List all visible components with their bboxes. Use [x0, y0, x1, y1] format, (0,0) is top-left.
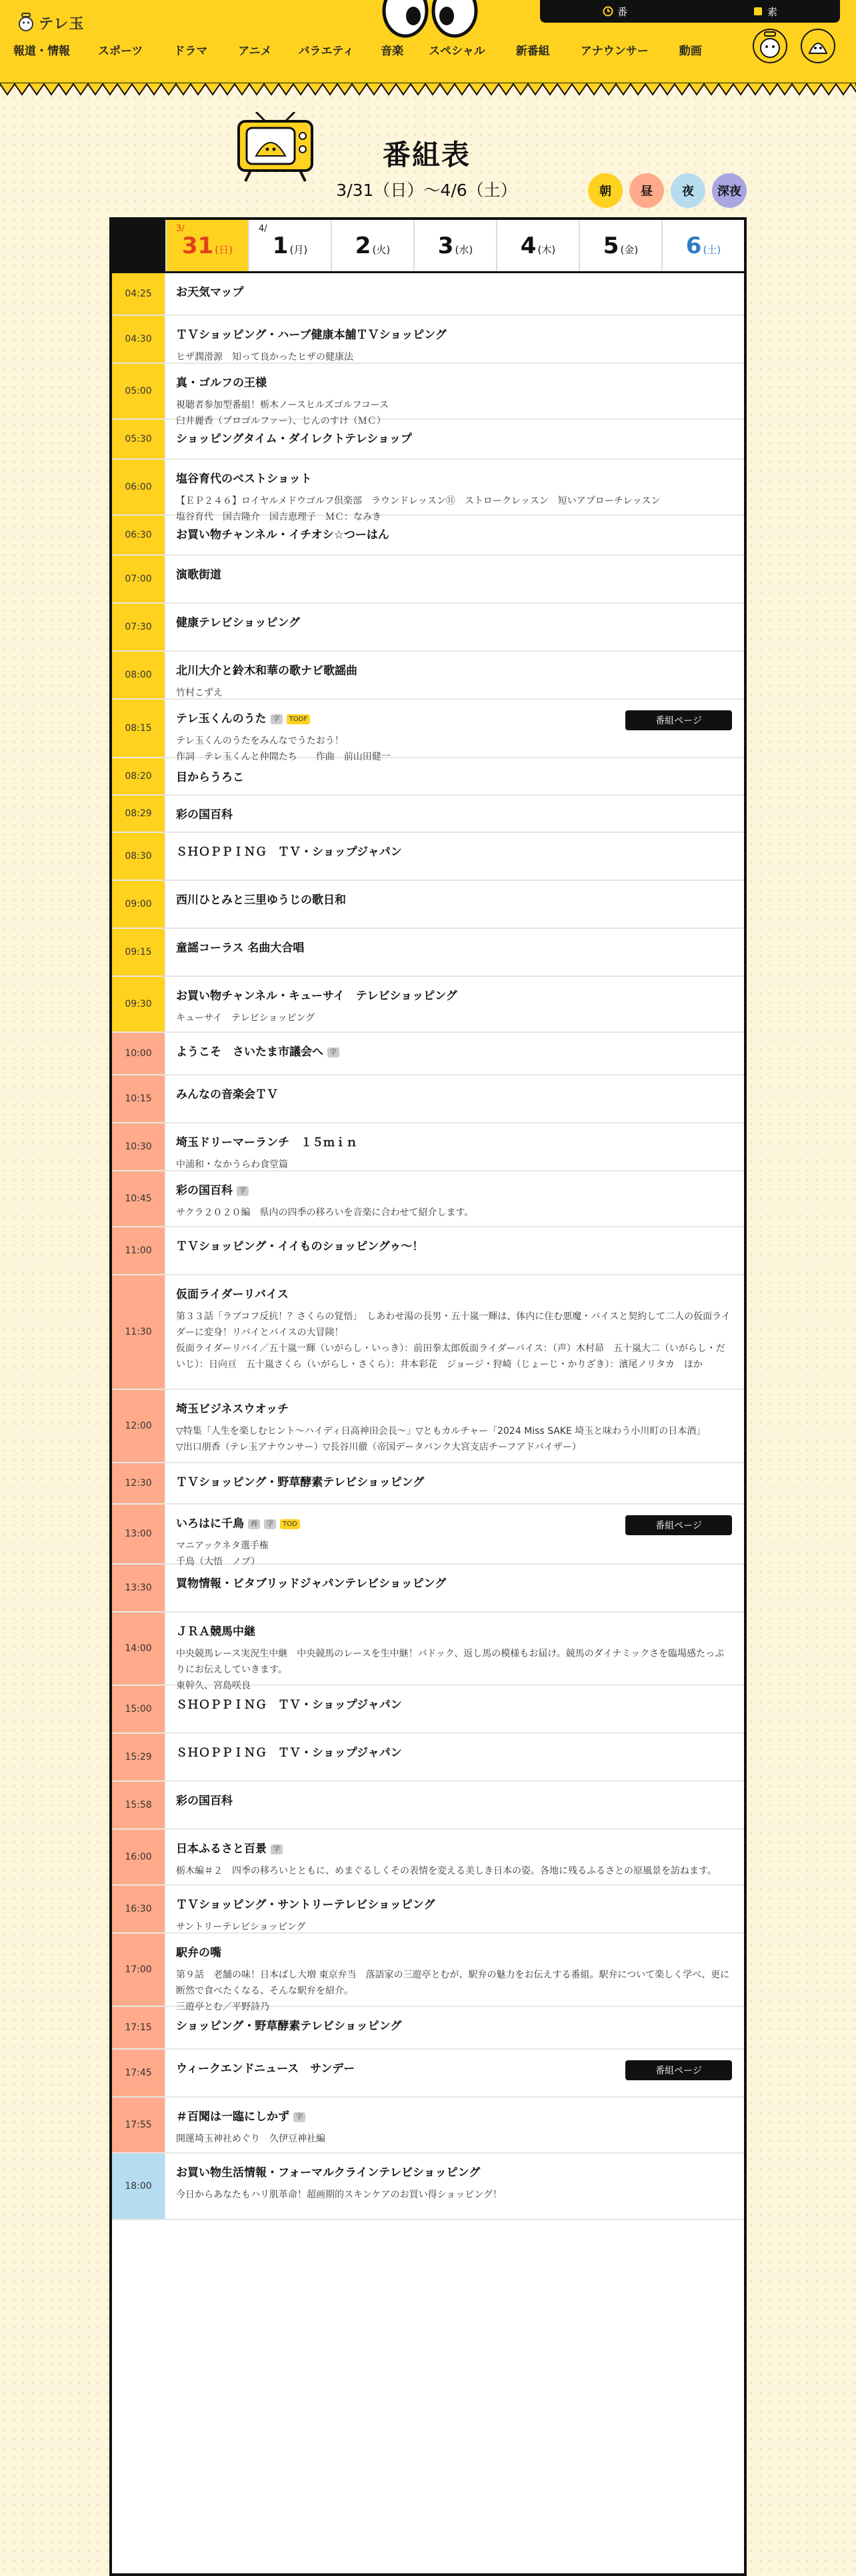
program-title-line	[176, 2019, 732, 2034]
program-row[interactable]	[112, 556, 744, 604]
program-time: 04:30	[112, 316, 165, 362]
program-title[interactable]: ショッピングタイム・ダイレクトテレショップ	[176, 432, 412, 446]
program-time: 08:15	[112, 700, 165, 757]
program-description: サクラ２０２０編 県内の四季の移ろいを音楽に合わせて紹介します。	[176, 1207, 474, 1218]
program-row[interactable]	[112, 1612, 744, 1691]
program-title[interactable]: ＳＨＯＰＰＩＮＧ ＴＶ・ショップジャパン	[176, 1698, 402, 1712]
program-title[interactable]: ＳＨＯＰＰＩＮＧ ＴＶ・ショップジャパン	[176, 846, 402, 859]
program-time: 17:45	[112, 2050, 165, 2096]
tab-corner	[112, 220, 165, 271]
program-cell	[165, 652, 744, 698]
nav-variety[interactable]: バラエティ	[298, 45, 355, 58]
program-title[interactable]: 塩谷育代のベストショット	[176, 472, 312, 486]
jump-late-night-button[interactable]: 深夜	[712, 173, 747, 208]
program-title-line	[176, 1475, 732, 1490]
program-time: 16:00	[112, 1830, 165, 1884]
program-cell	[165, 516, 744, 554]
program-time: 17:15	[112, 2007, 165, 2048]
day-tab-date: 31	[181, 232, 214, 259]
program-cell	[165, 929, 744, 975]
program-row[interactable]	[112, 1033, 744, 1075]
program-title-line	[176, 1287, 732, 1302]
program-title-line	[176, 285, 732, 300]
program-cell	[165, 1171, 744, 1226]
program-row[interactable]	[112, 316, 744, 364]
program-cell	[165, 273, 744, 315]
program-row[interactable]	[112, 1782, 744, 1830]
program-row[interactable]	[112, 977, 744, 1033]
nav-announcers[interactable]: アナウンサー	[580, 45, 649, 58]
program-title[interactable]: ウィークエンドニュース サンデー	[176, 2062, 355, 2076]
program-row[interactable]	[112, 604, 744, 652]
program-cell	[165, 1463, 744, 1503]
program-title[interactable]: 彩の国百科	[176, 1184, 233, 1197]
program-description: 竹村こずえ	[176, 688, 223, 698]
program-title-line	[176, 528, 732, 542]
program-time: 17:55	[112, 2098, 165, 2152]
program-title-line	[176, 1842, 732, 1856]
program-time: 09:30	[112, 977, 165, 1031]
program-time: 16:30	[112, 1886, 165, 1932]
program-cell	[165, 1934, 744, 2012]
program-description: 栃木編＃２ 四季の移ろいとともに、めまぐるしくその表情を変える美しき日本の姿。各地に残るふるさとの原風景を訪ねます。	[176, 1866, 717, 1876]
tele-tama-logo-icon	[17, 13, 35, 33]
program-description: 【ＥＰ２４６】ロイヤルメドウゴルフ倶楽部 ラウンドレッスン⑪ ストロークレッスン 短いアプローチレッスン 塩谷育代 国吉隆介 国吉恵理子 ＭＣ：なみき	[176, 496, 661, 522]
program-description: マニアックネタ選手権 千鳥（大悟 ノブ）	[176, 1541, 269, 1567]
program-row[interactable]	[112, 2098, 744, 2154]
nav-new-programs[interactable]: 新番組	[515, 45, 550, 58]
nav-videos[interactable]: 動画	[679, 45, 702, 58]
program-row[interactable]	[112, 2154, 744, 2220]
program-row[interactable]	[112, 1275, 744, 1390]
program-time: 08:00	[112, 652, 165, 698]
program-title[interactable]: 買物情報・ビタブリッドジャパンテレビショッピング	[176, 1577, 447, 1591]
nav-music[interactable]: 音楽	[381, 45, 404, 58]
program-row[interactable]	[112, 1830, 744, 1886]
day-tabs	[112, 220, 744, 273]
program-row[interactable]	[112, 1886, 744, 1934]
program-time: 10:15	[112, 1075, 165, 1122]
program-title[interactable]: 埼玉ドリーマーランチ １５ｍｉｎ	[176, 1136, 357, 1149]
program-title[interactable]: 北川大介と鈴木和華の歌ナビ歌謡曲	[176, 664, 357, 678]
nav-drama[interactable]: ドラマ	[173, 45, 208, 58]
program-title[interactable]: 彩の国百科	[176, 808, 233, 822]
program-row[interactable]	[112, 516, 744, 556]
schedule-rows	[112, 273, 744, 2220]
program-description: 中浦和・なかうらわ食堂篇	[176, 1159, 288, 1170]
program-row[interactable]	[112, 1934, 744, 2012]
program-title[interactable]: 目からうろこ	[176, 771, 244, 784]
program-cell	[165, 2050, 744, 2096]
program-time: 06:00	[112, 460, 165, 514]
program-badge: 字	[327, 1047, 339, 1057]
program-cell	[165, 1886, 744, 1932]
day-tab[interactable]	[579, 220, 661, 271]
program-description: 今日からあなたもハリ肌革命！超画期的スキンケアのお買い得ショッピング！	[176, 2190, 503, 2200]
program-cell	[165, 1565, 744, 1611]
program-title[interactable]: お買い物チャンネル・イチオシ☆つーはん	[176, 528, 389, 542]
day-tab-weekday: (土)	[703, 244, 721, 256]
program-cell	[165, 364, 744, 426]
program-time: 14:00	[112, 1612, 165, 1684]
program-time: 13:30	[112, 1565, 165, 1611]
program-cell	[165, 1612, 744, 1691]
program-time: 15:00	[112, 1686, 165, 1732]
retro-tv-icon	[236, 112, 315, 183]
program-title-line	[176, 1946, 732, 1960]
program-title-line	[176, 1624, 732, 1639]
program-title[interactable]: 彩の国百科	[176, 1794, 233, 1808]
program-description: テレ玉くんのうたをみんなでうたおう！ 作詞 テレ玉くんと仲間たち 作曲 前山田健一	[176, 736, 391, 762]
program-row[interactable]	[112, 364, 744, 426]
schedule-table	[109, 217, 747, 2576]
program-title[interactable]: 演歌街道	[176, 568, 221, 582]
program-title[interactable]: 健康テレビショッピング	[176, 616, 300, 630]
day-tab-date: 4	[520, 232, 537, 259]
page-title: 番組表	[382, 139, 471, 171]
program-time: 13:00	[112, 1505, 165, 1563]
program-row[interactable]	[112, 1123, 744, 1171]
program-cell	[165, 604, 744, 650]
program-cell	[165, 881, 744, 928]
program-description: サントリーテレビショッピング	[176, 1922, 306, 1932]
program-title[interactable]: テレ玉くんのうた	[176, 712, 267, 726]
day-tab[interactable]	[331, 220, 413, 271]
jump-noon-button[interactable]: 昼	[629, 173, 664, 208]
program-cell	[165, 2154, 744, 2219]
day-tab[interactable]	[413, 220, 496, 271]
top-link-material[interactable]	[753, 5, 777, 19]
main-nav	[13, 41, 733, 61]
program-cell	[165, 316, 744, 362]
program-row[interactable]	[112, 2007, 744, 2050]
program-title-line	[176, 808, 732, 822]
program-row[interactable]	[112, 758, 744, 796]
program-description: 開運埼玉神社めぐり 久伊豆神社編	[176, 2134, 325, 2144]
program-title-line	[176, 376, 732, 390]
program-time: 09:00	[112, 881, 165, 928]
program-row[interactable]	[112, 929, 744, 977]
program-cell	[165, 460, 744, 522]
program-time: 07:30	[112, 604, 165, 650]
program-description: ▽特集「人生を楽しむヒント〜ハイディ日高神田会長〜」▽ともカルチャー「2024 Miss SAKE 埼玉と味わう小川町の日本酒」 ▽出口朋香（テレ玉アナウンサー）▽長谷川徹（帝国データバンク大宮支店チーフアドバイザー）	[176, 1426, 706, 1453]
program-title-line	[176, 2110, 732, 2124]
program-title-line	[176, 328, 732, 342]
program-cell	[165, 2007, 744, 2048]
site-logo[interactable]	[17, 9, 91, 36]
program-badge: TOD	[280, 1519, 300, 1529]
program-cell	[165, 1275, 744, 1389]
program-row[interactable]	[112, 1505, 744, 1565]
program-time: 04:25	[112, 273, 165, 315]
program-title[interactable]: ようこそ さいたま市議会へ	[176, 1045, 323, 1059]
nav-special[interactable]: スペシャル	[429, 45, 485, 58]
program-title-line	[176, 1794, 732, 1808]
program-row[interactable]	[112, 1565, 744, 1612]
nav-sports[interactable]: スポーツ	[98, 45, 143, 58]
program-time: 12:30	[112, 1463, 165, 1503]
program-time: 08:20	[112, 758, 165, 794]
program-title[interactable]: ショッピング・野草酵素テレビショッピング	[176, 2020, 402, 2033]
program-cell	[165, 1075, 744, 1122]
program-title-line	[176, 941, 732, 956]
program-row[interactable]	[112, 1075, 744, 1123]
program-cell	[165, 420, 744, 458]
program-cell	[165, 977, 744, 1031]
program-title-line	[176, 1577, 732, 1591]
program-title-line	[176, 1135, 732, 1150]
program-page-button[interactable]: 番組ページ	[625, 1515, 732, 1535]
program-cell	[165, 1123, 744, 1170]
clock-icon	[603, 6, 613, 17]
program-title-line	[176, 770, 732, 785]
program-title-line	[176, 2166, 732, 2180]
program-time: 08:30	[112, 833, 165, 880]
program-title[interactable]: ＴＶショッピング・ハーブ健康本舗ＴＶショッピング	[176, 328, 447, 342]
program-time: 06:30	[112, 516, 165, 554]
program-cell	[165, 1227, 744, 1274]
program-time: 15:58	[112, 1782, 165, 1828]
mascot-eyes-icon	[381, 0, 479, 39]
program-title[interactable]: ＴＶショッピング・イイものショッピングゥ〜！	[176, 1240, 424, 1253]
program-page-button[interactable]: 番組ページ	[625, 710, 732, 730]
day-tab-weekday: (日)	[215, 244, 233, 256]
program-time: 05:30	[112, 420, 165, 458]
day-tab-date: 6	[685, 232, 702, 259]
program-title-line	[176, 1045, 732, 1059]
day-tab-date: 1	[272, 232, 289, 259]
program-title[interactable]: ＪＲＡ競馬中継	[176, 1625, 255, 1638]
program-badge: 再	[248, 1519, 260, 1529]
day-tab-weekday: (月)	[289, 244, 308, 256]
program-badge: 字	[264, 1519, 276, 1529]
program-title-line	[176, 893, 732, 908]
nav-news[interactable]: 報道・情報	[13, 45, 70, 58]
day-tab[interactable]	[165, 220, 248, 271]
program-row[interactable]	[112, 796, 744, 833]
program-title[interactable]: いろはに千鳥	[176, 1517, 244, 1531]
program-time: 05:00	[112, 364, 165, 418]
day-tab-date: 5	[603, 232, 619, 259]
program-cell	[165, 2098, 744, 2152]
program-title-line	[176, 1698, 732, 1712]
program-row[interactable]	[112, 420, 744, 460]
program-title-line	[176, 1239, 732, 1254]
program-row[interactable]	[112, 1227, 744, 1275]
program-cell	[165, 1505, 744, 1567]
program-title-line	[176, 616, 732, 630]
program-row[interactable]	[112, 833, 744, 881]
program-time: 12:00	[112, 1390, 165, 1462]
program-title-line	[176, 1183, 732, 1198]
program-title[interactable]: お買い物チャンネル・キューサイ テレビショッピング	[176, 989, 457, 1003]
program-title-line	[176, 1402, 732, 1417]
program-badge: 字	[271, 714, 283, 724]
program-description: 中央競馬レース実況生中継 中央競馬のレースを生中継！パドック、返し馬の模様もお届け。競馬のダイナミックさを臨場感たっぷりにお伝えしていきます。 東幹久、宮島咲良	[176, 1648, 725, 1691]
program-title[interactable]: 日本ふるさと百景	[176, 1842, 267, 1856]
program-title[interactable]: みんなの音楽会ＴＶ	[176, 1088, 278, 1101]
day-tab[interactable]	[661, 220, 744, 271]
program-title-line	[176, 1746, 732, 1760]
program-cell	[165, 833, 744, 880]
day-tab-date: 3	[437, 232, 454, 259]
site-header	[0, 0, 856, 87]
program-row[interactable]	[112, 1171, 744, 1227]
stamp-icon	[753, 6, 763, 17]
program-badge: 字	[293, 2112, 305, 2122]
jump-evening-button[interactable]: 夜	[671, 173, 705, 208]
program-title-line	[176, 1898, 732, 1912]
program-cell	[165, 1782, 744, 1828]
program-cell	[165, 700, 744, 762]
program-time: 15:29	[112, 1734, 165, 1780]
program-title-line	[176, 845, 732, 860]
program-page-button[interactable]: 番組ページ	[625, 2060, 732, 2080]
program-title-line	[176, 568, 732, 582]
header-zigzag-border	[0, 83, 856, 97]
program-time: 18:00	[112, 2154, 165, 2219]
program-title-line	[176, 472, 732, 486]
program-title[interactable]: ＃百聞は一臨にしかず	[176, 2110, 289, 2124]
program-row[interactable]	[112, 273, 744, 316]
top-link-schedule[interactable]	[603, 5, 627, 19]
program-description: 視聴者参加型番組！栃木ノースヒルズゴルフコース 臼井麗香（プロゴルファー）、じんのすけ（ＭＣ）	[176, 400, 389, 426]
program-title[interactable]: 童謡コーラス 名曲大合唱	[176, 942, 305, 955]
program-description: キューサイ テレビショッピング	[176, 1013, 315, 1023]
program-time: 08:29	[112, 796, 165, 832]
date-range: 3/31（日）〜4/6（土）	[336, 181, 517, 200]
program-description: 第９話 老舗の味！日本ばし大増 東京弁当 落語家の三遊亭とむが、駅弁の魅力をお伝えする番組。駅弁について楽しく学べ、更に断然で食べたくなる、そんな駅弁を紹介。 三遊亭とむ／平野詩乃	[176, 1970, 730, 2012]
program-title[interactable]: 仮面ライダーリバイス	[176, 1288, 289, 1301]
day-tab-weekday: (水)	[455, 244, 473, 256]
program-row[interactable]	[112, 1390, 744, 1463]
program-title[interactable]: ＴＶショッピング・サントリーテレビショッピング	[176, 1898, 435, 1912]
program-cell	[165, 758, 744, 794]
program-title[interactable]: ＴＶショッピング・野草酵素テレビショッピング	[176, 1476, 425, 1489]
program-row[interactable]	[112, 700, 744, 762]
program-title[interactable]: 埼玉ビジネスウオッチ	[176, 1403, 289, 1416]
program-time: 07:00	[112, 556, 165, 602]
day-tab-weekday: (火)	[372, 244, 391, 256]
program-title-line	[176, 1087, 732, 1102]
day-tab-weekday: (木)	[537, 244, 556, 256]
top-link-material-label: 素	[767, 5, 777, 18]
program-cell	[165, 556, 744, 602]
program-description: ヒザ潤滑源 知って良かったヒザの健康法	[176, 352, 353, 362]
program-row[interactable]	[112, 881, 744, 929]
program-time: 10:45	[112, 1171, 165, 1226]
program-badge: 字	[271, 1844, 283, 1854]
jump-morning-button[interactable]: 朝	[588, 173, 623, 208]
time-jump-buttons	[588, 173, 747, 208]
program-title-line	[176, 432, 732, 446]
program-cell	[165, 1734, 744, 1780]
program-time: 11:00	[112, 1227, 165, 1274]
program-time: 10:00	[112, 1033, 165, 1074]
program-row[interactable]	[112, 2050, 744, 2098]
program-time: 17:00	[112, 1934, 165, 2006]
character-mascot-icon[interactable]	[800, 28, 836, 64]
program-title[interactable]: お天気マップ	[176, 286, 244, 299]
program-cell	[165, 1830, 744, 1884]
program-title[interactable]: 西川ひとみと三里ゆうじの歌日和	[176, 894, 346, 907]
day-tab[interactable]	[248, 220, 331, 271]
day-tab[interactable]	[496, 220, 579, 271]
program-cell	[165, 1686, 744, 1732]
program-row[interactable]	[112, 652, 744, 700]
program-row[interactable]	[112, 1686, 744, 1734]
program-cell	[165, 1033, 744, 1074]
program-title[interactable]: ＳＨＯＰＰＩＮＧ ＴＶ・ショップジャパン	[176, 1746, 402, 1760]
program-title-line	[176, 664, 732, 678]
day-tab-month: 3/	[176, 224, 185, 234]
top-link-schedule-label: 番	[617, 5, 627, 18]
program-title[interactable]: 真・ゴルフの王様	[176, 376, 267, 390]
program-title[interactable]: お買い物生活情報・フォーマルクラインテレビショッピング	[176, 2166, 481, 2180]
program-title[interactable]: 駅弁の嘴	[176, 1946, 221, 1960]
tele-tama-mascot-icon[interactable]	[752, 28, 788, 64]
top-links	[540, 0, 840, 23]
program-title-line	[176, 989, 732, 1003]
day-tab-month: 4/	[259, 224, 267, 234]
day-tab-weekday: (金)	[620, 244, 639, 256]
program-cell	[165, 1390, 744, 1462]
program-time: 10:30	[112, 1123, 165, 1170]
program-row[interactable]	[112, 1734, 744, 1782]
day-tab-date: 2	[355, 232, 371, 259]
program-badge: TODF	[287, 714, 310, 724]
program-row[interactable]	[112, 1463, 744, 1505]
program-badge: 字	[237, 1186, 249, 1196]
program-description: 第３３話「ラブコフ反抗！？さくらの覚悟」 しあわせ湯の長男・五十嵐一輝は、体内に住む悪魔・バイスと契約して二人の仮面ライダーに変身！リバイとバイスの大冒険！ 仮面ライダーリバイ／五十嵐一輝（いがらし・いっき）：前田拳太郎仮面ライダーバイス：（声）木村昴 五十嵐大二（いがらし・だいじ）：日向亘 五十嵐さくら（いがらし・さくら）：井本彩花 ジョージ・狩崎（じょーじ・かりざき）：濱尾ノリタカ ほか	[176, 1311, 731, 1370]
program-time: 09:15	[112, 929, 165, 975]
logo-text: テレ玉	[39, 15, 85, 33]
program-cell	[165, 796, 744, 832]
program-row[interactable]	[112, 460, 744, 522]
nav-anime[interactable]: アニメ	[238, 45, 272, 58]
program-time: 11:30	[112, 1275, 165, 1389]
